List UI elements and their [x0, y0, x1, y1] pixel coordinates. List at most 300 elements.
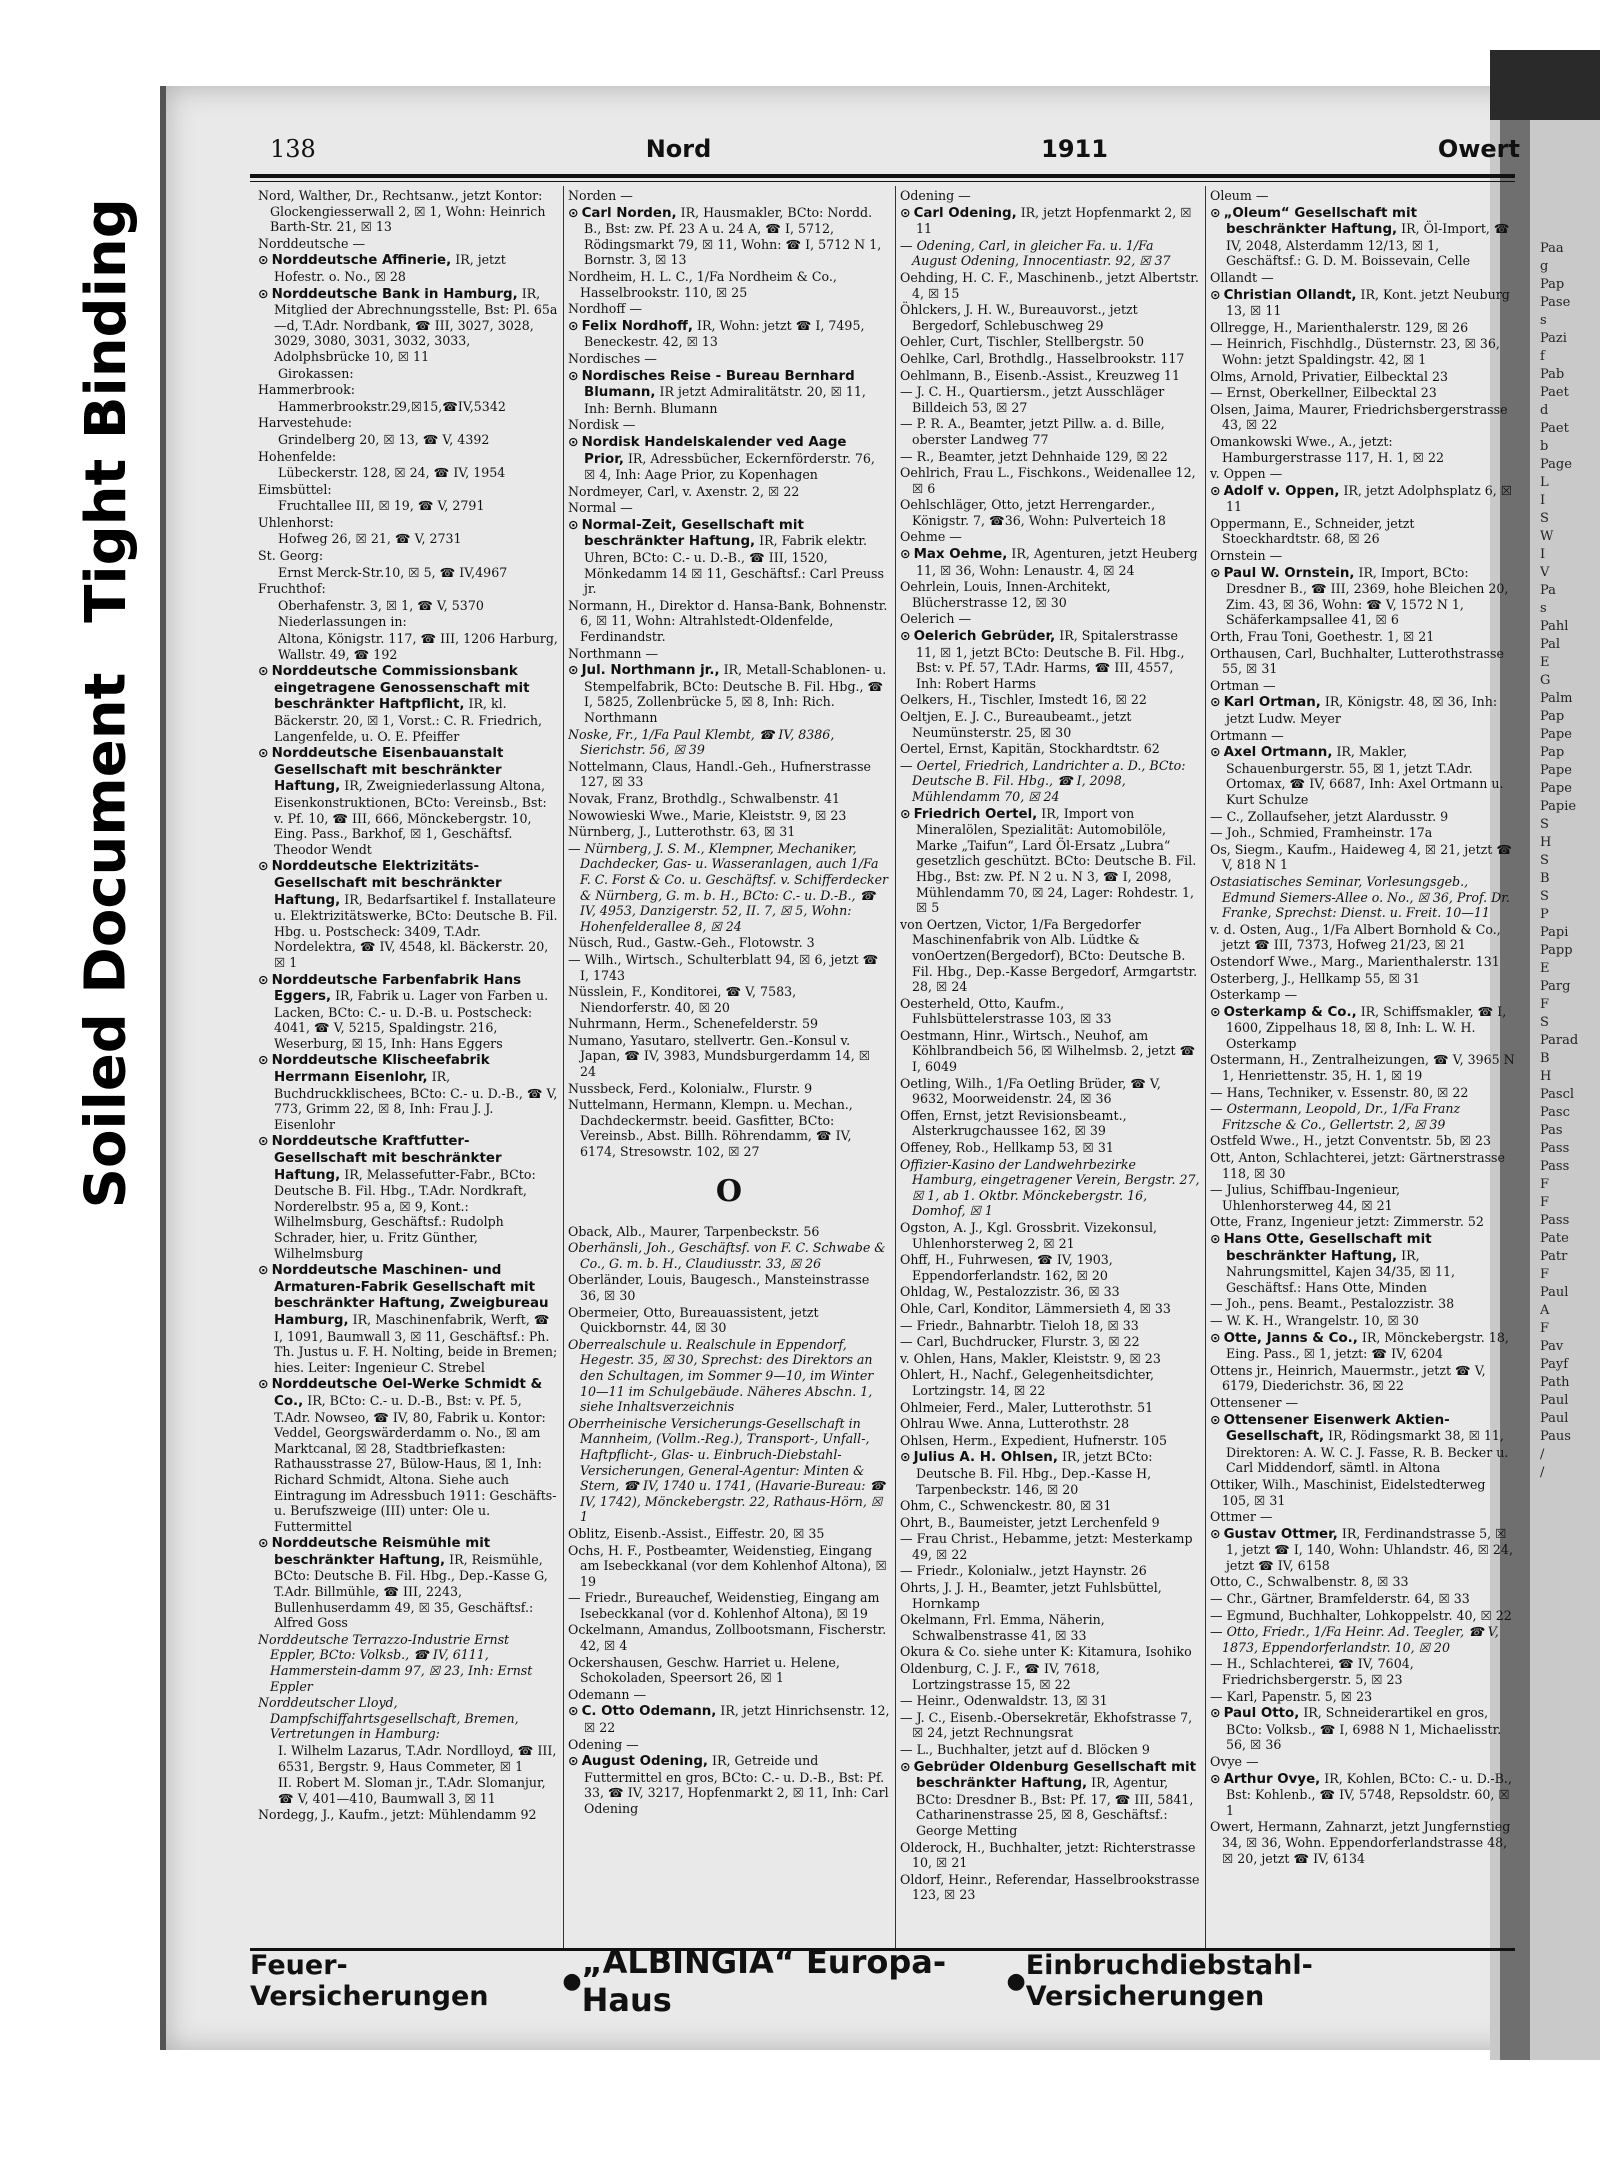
directory-entry: Ogston, A. J., Kgl. Grossbrit. Vizekonsul, Uhlenhorsterweg 2, ☒ 21 — [900, 1220, 1157, 1251]
directory-entry: Oetling, Wilh., 1/Fa Oetling Brüder, ☎ V, 9632, Moorweidenstr. 24, ☒ 36 — [900, 1075, 1161, 1107]
directory-entry: Noske, Fr., 1/Fa Paul Klembt, ☎ IV, 8386, Sierichstr. 56, ☒ 39 — [568, 726, 835, 758]
directory-entry: Oertel, Ernst, Kapitän, Stockhardtstr. 62 — [900, 741, 1160, 757]
directory-entry: Osterkamp — — [1210, 987, 1298, 1003]
firm-details: IR, Schiffsmakler, ☎ I, 1600, Zippelhaus 18, ☒ 8, Inh: L. W. H. Osterkamp — [1226, 1003, 1507, 1051]
firm-details: IR, Buchdruckklischees, BCto: C.- u. D.-B., ☎ V, 773, Grimm 22, ☒ 8, Inh: Frau J. J. Eisenlohr — [274, 1069, 558, 1132]
firm-name: Gustav Ottmer, — [1223, 1526, 1338, 1542]
firm-details: IR, Hausmakler, BCto: Nordd. B., Bst: zw. Pf. 23 A u. 24 A, ☎ I, 5712, Rödingsmarkt 79, ☒ 11, Wohn: ☎ I, 5712 N 1, Bornstr. 3, ☒ 13 — [584, 204, 882, 268]
bullet-icon: ⊙ — [900, 204, 911, 220]
directory-entry: Nottelmann, Claus, Handl.-Geh., Hufnerstrasse 127, ☒ 33 — [568, 758, 871, 790]
directory-entry: Okelmann, Frl. Emma, Näherin, Schwalbenstrasse 41, ☒ 33 — [900, 1612, 1105, 1643]
firm-details: IR, Zweigniederlassung Altona, Eisenkonstruktionen, BCto: Vereinsb., Bst: v. Pf. 10, ☎ III, 666, Mönckebergstr. 10, Eing. Pass., Barkhof, ☒ 1, Geschäftsf. Theodor Wendt — [274, 778, 547, 857]
directory-entry: Ollregge, H., Marienthalerstr. 129, ☒ 26 — [1210, 319, 1469, 335]
bullet-icon: ⊙ — [1210, 286, 1221, 302]
directory-entry: Hohenfelde: — [258, 448, 337, 464]
bullet-icon: ⊙ — [258, 1052, 269, 1068]
directory-entry: v. Oppen — — [1210, 466, 1283, 482]
firm-details: IR, Metall-Schablonen- u. Stempelfabrik, BCto: Deutsche B. Fil. Hbg., ☎ I, 5825, Zollenbrücke 5, ☒ 8, Inh: Rich. Northmann — [584, 662, 887, 725]
bullet-icon: ⊙ — [258, 971, 269, 987]
firm-details: IR, Melassefutter-Fabr., BCto: Deutsche B. Fil. Hbg., T.Adr. Nordkraft, Norderelbstr. 95 a, ☒ 9, Kont.: Wilhelmsburg, Geschäftsf.: Rudolph Schrader, hier, u. Fritz Günther, Wilhelmsburg — [274, 1166, 536, 1261]
bullet-icon: ⊙ — [1210, 1329, 1221, 1345]
directory-entry: Ohff, H., Fuhrwesen, ☎ IV, 1903, Eppendorferlandstr. 162, ☒ 20 — [900, 1252, 1113, 1283]
bullet-icon: ⊙ — [258, 1262, 269, 1278]
directory-entry: — Oertel, Friedrich, Landrichter a. D., BCto: Deutsche B. Fil. Hbg., ☎ I, 2098, Mühlendamm 70, ☒ 24 — [900, 757, 1186, 804]
directory-entry: Ostermann, H., Zentralheizungen, ☎ V, 3965 N 1, Henriettenstr. 35, H. 1, ☒ 19 — [1210, 1052, 1515, 1084]
directory-entry: Ollandt — — [1210, 269, 1274, 285]
firm-name: Paul Otto, — [1223, 1706, 1300, 1722]
firm-name: Norddeutsche Farbenfabrik Hans Eggers, — [271, 972, 522, 1005]
section-letter: O — [715, 1173, 743, 1209]
directory-entry: Ohlsen, Herm., Expedient, Hufnerstr. 105 — [900, 1432, 1167, 1448]
firm-name: Norddeutsche Reismühle mit beschränkter Haftung, — [271, 1536, 491, 1568]
directory-entry: Odemann — — [568, 1686, 647, 1702]
bullet-icon: ⊙ — [568, 367, 579, 383]
directory-entry: — Ostermann, Leopold, Dr., 1/Fa Franz Fritzsche & Co., Gellertstr. 2, ☒ 39 — [1210, 1101, 1461, 1132]
directory-entry: Oehlrich, Frau L., Fischkons., Weidenallee 12, ☒ 6 — [900, 465, 1196, 496]
firm-details: IR, jetzt Hinrichsenstr. 12, ☒ 22 — [584, 1703, 890, 1736]
directory-entry: Oelkers, H., Tischler, Imstedt 16, ☒ 22 — [900, 692, 1147, 708]
bullet-icon: ⊙ — [568, 516, 579, 532]
directory-entry: — Karl, Papenstr. 5, ☒ 23 — [1210, 1688, 1373, 1704]
directory-entry: Normann, H., Direktor d. Hansa-Bank, Bohnenstr. 6, ☒ 11, Wohn: Altrahlstedt-Oldenfelde, Ferdinandstr. — [568, 597, 888, 645]
directory-entry: Orthausen, Carl, Buchhalter, Lutterothstrasse 55, ☒ 31 — [1210, 645, 1504, 677]
firm-details: IR, jetzt Hopfenmarkt 2, ☒ 11 — [916, 204, 1192, 237]
directory-entry: Ohrt, B., Baumeister, jetzt Lerchenfeld 9 — [900, 1514, 1160, 1530]
directory-entry: Odening — — [568, 1736, 639, 1752]
firm-name: C. Otto Odemann, — [581, 1704, 717, 1720]
firm-entry — [1210, 1705, 1515, 1753]
directory-entry: Oehme — — [900, 529, 962, 545]
sub-entry: Niederlassungen in: — [278, 614, 407, 630]
bullet-icon: ⊙ — [900, 805, 911, 821]
directory-entry: Harvestehude: — [258, 415, 353, 431]
bullet-icon: ⊙ — [568, 433, 579, 449]
sub-entry: Girokassen: — [278, 365, 354, 381]
directory-entry: Nordmeyer, Carl, v. Axenstr. 2, ☒ 22 — [568, 483, 800, 499]
firm-details: IR, Maschinenfabrik, Werft, ☎ I, 1091, Baumwall 3, ☒ 11, Geschäftsf.: Ph. Th. Justus u. F. H. Nolting, beide in Bremen; hies. Leiter: Ingenieur C. Strebel — [274, 1311, 558, 1375]
firm-name: Karl Ortman, — [1223, 695, 1321, 711]
directory-entry: Oestmann, Hinr., Wirtsch., Neuhof, am Köhlbrandbeich 56, ☒ Wilhelmsb. 2, jetzt ☎ I, 6049 — [900, 1027, 1196, 1075]
directory-entry: Nord, Walther, Dr., Rechtsanw., jetzt Kontor: Glockengiesserwall 2, ☒ 1, Wohn: Heinrich Barth-Str. 21, ☒ 13 — [258, 188, 546, 235]
bullet-icon: ⊙ — [1210, 204, 1221, 220]
firm-entry — [1210, 1004, 1515, 1052]
firm-name: Gebrüder Oldenburg Gesellschaft mit beschränkter Haftung, — [913, 1759, 1197, 1792]
firm-entry — [568, 318, 890, 350]
sub-entry: Oberhafenstr. 3, ☒ 1, ☎ V, 5370 — [278, 597, 484, 613]
firm-details: IR, Agenturen, jetzt Heuberg 11, ☒ 36, Wohn: Lenaustr. 4, ☒ 24 — [916, 546, 1198, 578]
directory-entry: Ostfeld Wwe., H., jetzt Conventstr. 5b, ☒ 23 — [1210, 1133, 1491, 1149]
firm-details: IR, BCto: C.- u. D.-B., Bst: v. Pf. 5, T.Adr. Nowseo, ☎ IV, 80, Fabrik u. Kontor: Veddel, Georgswärderdamm o. No., ☒ am Marktcanal, ☒ 28, Stadtbriefkasten: Rathausstrasse 27, Bülow-Haus, ☒ 1, Inh: Richard Schmidt, Altona. Siehe auch Eintragung im Adressbuch 1911: Geschäfts- u. Berufszweige (III) unter: Ole u. Futtermittel — [274, 1392, 557, 1534]
bullet-icon: ⊙ — [568, 1753, 579, 1769]
bullet-icon: ⊙ — [568, 317, 579, 333]
directory-entry: St. Georg: — [258, 548, 324, 564]
directory-entry: Nordisches — — [568, 350, 657, 366]
firm-details: IR, Makler, Schauenburgerstr. 55, ☒ 1, jetzt T.Adr. Ortomax, ☎ IV, 6687, Inh: Axel Ortmann u. Kurt Schulze — [1226, 744, 1504, 807]
header-rule — [250, 174, 1515, 178]
firm-entry — [258, 1535, 558, 1631]
directory-entry: Norddeutsche — — [258, 235, 366, 251]
bullet-icon: ⊙ — [258, 1133, 269, 1149]
directory-entry: Uhlenhorst: — [258, 514, 334, 530]
directory-entry: — J. C. H., Quartiersm., jetzt Ausschläger Billdeich 53, ☒ 27 — [900, 384, 1165, 415]
soiled-document-label: Soiled Document — [73, 672, 139, 1208]
directory-entry: Norddeutsche Terrazzo-Industrie Ernst Eppler, BCto: Volksb., ☎ IV, 6111, Hammerstein-damm 97, ☒ 23, Inh: Ernst Eppler — [258, 1631, 533, 1694]
directory-entry: — Wilh., Wirtsch., Schulterblatt 94, ☒ 6, jetzt ☎ I, 1743 — [568, 951, 879, 983]
footer-burglary-insurance: Einbruchdiebstahl-Versicherungen — [1025, 1950, 1313, 2012]
firm-entry — [568, 434, 890, 483]
directory-entry: — H., Schlachterei, ☎ IV, 7604, Friedrichsbergerstr. 5, ☒ 23 — [1210, 1656, 1414, 1688]
directory-entry: Ochs, H. F., Postbeamter, Weidenstieg, Eingang am Isebeckkanal (vor dem Kohlenhof Altona), ☒ 19 — [568, 1542, 887, 1589]
directory-entry: Oldorf, Heinr., Referendar, Hasselbrookstrasse 123, ☒ 23 — [900, 1871, 1200, 1903]
directory-entry: Nordegg, J., Kaufm., jetzt: Mühlendamm 92 — [258, 1807, 537, 1823]
firm-details: IR, Wohn: jetzt ☎ I, 7495, Beneckestr. 42, ☒ 13 — [584, 317, 865, 350]
firm-entry — [1210, 1231, 1515, 1295]
directory-entry: Nussbeck, Ferd., Kolonialw., Flurstr. 9 — [568, 1080, 813, 1096]
firm-name: Julius A. H. Ohlsen, — [913, 1450, 1058, 1466]
directory-entry: Oehlmann, B., Eisenb.-Assist., Kreuzweg 11 — [900, 367, 1180, 383]
firm-entry — [1210, 565, 1515, 628]
firm-details: IR jetzt Admiralitätstr. 20, ☒ 11, Inh: Bernh. Blumann — [584, 384, 866, 416]
directory-entry: Offizier-Kasino der Landwehrbezirke Hamburg, eingetragener Verein, Bergstr. 27, ☒ 1, ab 1. Oktbr. Mönckebergstr. 16, Domhof, ☒ 1 — [900, 1156, 1200, 1219]
directory-entry: Novak, Franz, Brothdlg., Schwalbenstr. 41 — [568, 790, 840, 806]
directory-entry: Eimsbüttel: — [258, 481, 332, 497]
advertisement-footer — [250, 1943, 1515, 2019]
bullet-icon: ⊙ — [1210, 1411, 1221, 1427]
firm-entry — [258, 858, 558, 970]
bullet-icon: ⊙ — [258, 252, 269, 268]
directory-entry: — Nürnberg, J. S. M., Klempner, Mechaniker, Dachdecker, Gas- u. Wasseranlagen, auch 1/Fa F. C. Forst & Co. u. Geschäftsf. v. Schifferdecker & Nürnberg, G. m. b. H., BCto: C.- u. D.-B., ☎ IV, 4953, Danzigerstr. 52, II. 7, ☒ 5, Wohn: Hohenfelderallee 8, ☒ 24 — [568, 840, 889, 934]
directory-entry: Öhlckers, J. H. W., Bureauvorst., jetzt Bergedorf, Schlebuschweg 29 — [900, 302, 1138, 333]
directory-entry: Nordisk — — [568, 417, 636, 433]
directory-entry: Okura & Co. siehe unter K: Kitamura, Isohiko — [900, 1644, 1192, 1660]
sub-entry: Fruchtallee III, ☒ 19, ☎ V, 2791 — [278, 498, 485, 514]
directory-entry: Nüsch, Rud., Gastw.-Geh., Flotowstr. 3 — [568, 935, 815, 951]
bullet-icon: ⊙ — [1210, 744, 1221, 760]
directory-entry: Oblitz, Eisenb.-Assist., Eiffestr. 20, ☒ 35 — [568, 1525, 825, 1541]
firm-details: IR, Bedarfsartikel f. Installateure u. Elektrizitätswerke, BCto: Deutsche B. Fil. Hbg. u. Postscheck: 3409, T.Adr. Nordelektra, ☎ IV, 4548, kl. Bäckerstr. 20, ☒ 1 — [274, 891, 558, 970]
directory-entry: Oberländer, Louis, Baugesch., Mansteinstrasse 36, ☒ 30 — [568, 1272, 870, 1303]
firm-details: IR, jetzt Hofestr. o. No., ☒ 28 — [274, 252, 506, 284]
directory-entry: Otte, Franz, Ingenieur jetzt: Zimmerstr. 52 — [1210, 1214, 1484, 1230]
directory-entry: — Joh., Schmied, Framheinstr. 17a — [1210, 825, 1433, 841]
firm-name: Norddeutsche Elektrizitäts-Gesellschaft mit beschränkter Haftung, — [271, 859, 502, 908]
firm-entry — [900, 205, 1200, 237]
firm-name: Adolf v. Oppen, — [1223, 483, 1340, 499]
directory-entry: Ohm, C., Schwenckestr. 80, ☒ 31 — [900, 1498, 1112, 1514]
firm-details: IR, Mitglied der Abrechnungsstelle, Bst: Pl. 65a—d, T.Adr. Nordbank, ☎ III, 3027, 3028, 3029, 3080, 3031, 3032, 3033, Adolphsbrücke 10, ☒ 11 — [274, 285, 558, 364]
directory-entry: Nowowieski Wwe., Marie, Kleiststr. 9, ☒ 23 — [568, 807, 847, 823]
bullet-icon: ⊙ — [900, 628, 911, 644]
firm-entry — [568, 662, 890, 725]
directory-entry: — R., Beamter, jetzt Dehnhaide 129, ☒ 22 — [900, 448, 1168, 464]
directory-entry: Ohrts, J. J. H., Beamter, jetzt Fuhlsbüttel, Hornkamp — [900, 1580, 1162, 1611]
directory-entry: — Friedr., Kolonialw., jetzt Haynstr. 26 — [900, 1563, 1147, 1579]
sub-entry: Hammerbrookstr.29,☒15,☎IV,5342 — [278, 398, 506, 414]
directory-entry: Ostendorf Wwe., Marg., Marienthalerstr. 131 — [1210, 953, 1500, 969]
directory-entry: Oppermann, E., Schneider, jetzt Stoeckhardtstr. 68, ☒ 26 — [1210, 515, 1415, 547]
directory-entry: Omankowski Wwe., A., jetzt: Hamburgerstrasse 117, H. 1, ☒ 22 — [1210, 433, 1444, 465]
firm-name: Osterkamp & Co., — [1223, 1004, 1357, 1020]
firm-name: Norddeutsche Commissionsbank eingetragene Genossenschaft mit beschränkter Haftpflicht, — [271, 664, 530, 713]
directory-entry: Nürnberg, J., Lutterothstr. 63, ☒ 31 — [568, 824, 796, 840]
firm-name: Christian Ollandt, — [1223, 287, 1357, 303]
directory-entry: Ohlmeier, Ferd., Maler, Lutterothstr. 51 — [900, 1399, 1154, 1415]
directory-entry: Nordhoff — — [568, 301, 642, 317]
bullet-icon: ⊙ — [258, 1376, 269, 1392]
firm-name: Hans Otte, Gesellschaft mit beschränkter Haftung, — [1223, 1232, 1432, 1264]
firm-entry — [258, 663, 558, 744]
directory-column-2 — [568, 188, 890, 1946]
directory-entry: Oberhänsli, Joh., Geschäftsf. von F. C. Schwabe & Co., G. m. b. H., Claudiusstr. 33, ☒ 26 — [568, 1240, 886, 1271]
directory-entry: Offeney, Rob., Hellkamp 53, ☒ 31 — [900, 1140, 1114, 1156]
directory-entry: Oberrealschule u. Realschule in Eppendorf, Hegestr. 35, ☒ 30, Sprechst: des Direktors an den Schultagen, im Sommer 9—10, im Winter 10—11 im Schulgebäude. Näheres Abschn. 1, siehe Inhaltsverzeichnis — [568, 1336, 874, 1415]
directory-entry: Oehler, Curt, Tischler, Stellbergstr. 50 — [900, 334, 1145, 350]
footer-albingia: „ALBINGIA“ Europa-Haus — [581, 1943, 947, 2019]
firm-entry — [900, 546, 1200, 578]
directory-entry: — P. R. A., Beamter, jetzt Pillw. a. d. Bille, oberster Landweg 77 — [900, 416, 1165, 447]
firm-name: Norddeutsche Kraftfutter-Gesellschaft mit beschränkter Haftung, — [271, 1134, 502, 1183]
firm-entry — [568, 517, 890, 597]
directory-entry: Ostasiatisches Seminar, Vorlesungsgeb., Edmund Siemers-Allee o. No., ☒ 36, Prof. Dr. Franke, Sprechst: Dienst. u. Freit. 10—11 — [1210, 873, 1510, 921]
firm-entry — [1210, 205, 1515, 269]
directory-entry: Oehrlein, Louis, Innen-Architekt, Blücherstrasse 12, ☒ 30 — [900, 579, 1111, 610]
facing-page-text: Paa g Pap Pase s Pazi f Pab Paet d Paet b Page L I S W I V Pa s Pahl Pal E G Palm Pap Pape Pap Pape Pape Papie S H S B S P Papi Papp E Parg F S Parad B H Pascl Pasc Pas Pass Pass F F Pass Pate Patr F Paul A F Pav Payf Path Paul Paul Paus / / — [1540, 241, 1579, 1480]
page-header — [270, 135, 1520, 169]
firm-details: IR, Import von Mineralölen, Spezialität: Automobilöle, Marke „Taifun“, Lard Öl-Ersatz „Lubra“ gesetzlich geschützt. BCto: Deutsche B. Fil. Hbg., Bst: zw. Pf. N 2 u. N 3, ☎ I, 2098, Mühlendamm 70, ☒ 24, Lager: Rohdestr. 1, ☒ 5 — [916, 805, 1197, 916]
bullet-icon: ⊙ — [258, 745, 269, 761]
column-divider — [1205, 186, 1206, 1948]
directory-entry: Nuhrmann, Herm., Schenefelderstr. 59 — [568, 1016, 819, 1032]
directory-entry: Ott, Anton, Schlachterei, jetzt: Gärtnerstrasse 118, ☒ 30 — [1210, 1150, 1505, 1181]
directory-entry: Oehding, H. C. F., Maschinenb., jetzt Albertstr. 4, ☒ 15 — [900, 269, 1199, 301]
directory-entry: — Joh., pens. Beamt., Pestalozzistr. 38 — [1210, 1296, 1455, 1312]
bullet-icon: ⊙ — [258, 663, 269, 679]
firm-details: IR, Öl-Import, ☎ IV, 2048, Alsterdamm 12/13, ☒ 1, Geschäftsf.: G. D. M. Boissevain, Celle — [1226, 221, 1510, 269]
firm-entry — [1210, 744, 1515, 807]
firm-name: Otte, Janns & Co., — [1223, 1330, 1358, 1346]
directory-entry: — J. C., Eisenb.-Obersekretär, Ekhofstrasse 7, ☒ 24, jetzt Rechnungsrat — [900, 1709, 1193, 1741]
firm-entry — [258, 1052, 558, 1132]
directory-entry: — Friedr., Bahnarbtr. Tieloh 18, ☒ 33 — [900, 1317, 1139, 1333]
firm-name: Norddeutsche Bank in Hamburg, — [271, 286, 518, 302]
firm-details: IR, Nahrungsmittel, Kajen 34/35, ☒ 11, Geschäftsf.: Hans Otte, Minden — [1226, 1247, 1455, 1295]
bullet-icon: ⊙ — [258, 858, 269, 874]
firm-entry — [1210, 1330, 1515, 1362]
directory-entry: Ohldag, W., Pestalozzistr. 36, ☒ 33 — [900, 1284, 1120, 1300]
directory-entry: — Odening, Carl, in gleicher Fa. u. 1/Fa August Odening, Innocentiastr. 92, ☒ 37 — [900, 237, 1171, 269]
firm-name: Jul. Northmann jr., — [581, 663, 720, 679]
bullet-icon: ⊙ — [1210, 1525, 1221, 1541]
firm-entry — [900, 806, 1200, 916]
firm-details: IR, Agentur, BCto: Dresdner B., Bst: Pf. 17, ☎ III, 5841, Catharinenstrasse 25, ☒ 8, Geschäftsf.: George Metting — [916, 1775, 1194, 1838]
firm-details: IR, jetzt BCto: Deutsche B. Fil. Hbg., Dep.-Kasse H, Tarpenbeckstr. 146, ☒ 20 — [916, 1449, 1153, 1497]
directory-entry: Norddeutscher Lloyd, Dampfschiffahrtsgesellschaft, Bremen, Vertretungen in Hamburg: — [258, 1695, 519, 1742]
firm-details: IR, Ferdinandstrasse 5, ☒ 1, jetzt ☎ I, 140, Wohn: Uhlandstr. 46, ☒ 24, jetzt ☎ IV, 6158 — [1226, 1525, 1513, 1573]
directory-entry: Hammerbrook: — [258, 382, 355, 398]
page-number: 138 — [270, 135, 316, 163]
directory-entry: von Oertzen, Victor, 1/Fa Bergedorfer Maschinenfabrik von Alb. Lüdtke & vonOertzen(Bergedorf), BCto: Deutsche B. Fil. Hbg., Dep.-Kasse Bergedorf, Armgartstr. 28, ☒ 24 — [900, 916, 1198, 995]
firm-entry — [568, 1703, 890, 1735]
firm-name: Norddeutsche Klischeefabrik Herrmann Eisenlohr, — [271, 1053, 490, 1086]
directory-entry: — Ernst, Oberkellner, Eilbecktal 23 — [1210, 385, 1437, 401]
bullet-icon: ⊙ — [900, 1449, 911, 1465]
firm-details: IR, Reismühle, BCto: Deutsche B. Fil. Hbg., Dep.-Kasse G, T.Adr. Billmühle, ☎ III, 2243, Bullenhuserdamm 49, ☒ 35, Geschäftsf.: Alfred Goss — [274, 1551, 548, 1631]
bullet-icon: ● — [562, 1968, 582, 1994]
firm-name: Arthur Ovye, — [1223, 1771, 1321, 1787]
firm-name: Carl Norden, — [581, 205, 677, 221]
directory-column-4 — [1210, 188, 1515, 1946]
directory-entry: Nordheim, H. L. C., 1/Fa Nordheim & Co., Hasselbrookstr. 110, ☒ 25 — [568, 268, 837, 300]
directory-entry: Numano, Yasutaro, stellvertr. Gen.-Konsul v. Japan, ☎ IV, 3983, Mundsburgerdamm 14, ☒ 24 — [568, 1032, 871, 1080]
firm-entry — [568, 205, 890, 268]
directory-entry: Norden — — [568, 188, 633, 203]
firm-name: Oelerich Gebrüder, — [913, 629, 1056, 645]
firm-name: Carl Odening, — [913, 205, 1017, 221]
firm-entry — [1210, 694, 1515, 726]
directory-entry: Olderock, H., Buchhalter, jetzt: Richterstrasse 10, ☒ 21 — [900, 1839, 1196, 1871]
firm-name: Norddeutsche Oel-Werke Schmidt & Co., — [271, 1377, 543, 1409]
firm-name: Norddeutsche Maschinen- und Armaturen-Fabrik Gesellschaft mit beschränkter Haftung, Zweigbureau Hamburg, — [271, 1263, 549, 1328]
directory-entry: — Frau Christ., Hebamme, jetzt: Mesterkamp 49, ☒ 22 — [900, 1531, 1193, 1562]
firm-details: IR, Schneiderartikel en gros, BCto: Volksb., ☎ I, 6988 N 1, Michaelisstr. 56, ☒ 36 — [1226, 1705, 1502, 1753]
bullet-icon: ⊙ — [1210, 482, 1221, 498]
firm-entry — [1210, 483, 1515, 515]
directory-entry: Osterberg, J., Hellkamp 55, ☒ 31 — [1210, 970, 1420, 986]
firm-name: Nordisches Reise - Bureau Bernhard Blumann, — [581, 368, 855, 401]
firm-details: IR, Getreide und Futtermittel en gros, BCto: C.- u. D.-B., Bst: Pf. 33, ☎ IV, 3217, Hopfenmarkt 2, ☒ 11, Inh: Carl Odening — [584, 1753, 889, 1816]
header-first-word: Nord — [645, 135, 712, 163]
firm-details: IR, Import, BCto: Dresdner B., ☎ III, 2369, hohe Bleichen 20, Zim. 43, ☒ 36, Wohn: ☎ V, 1572 N 1, Schäferkampsallee 41, ☒ 6 — [1226, 564, 1509, 628]
column-divider — [563, 186, 564, 1948]
directory-column-1 — [258, 188, 558, 1946]
directory-entry: Oberrheinische Versicherungs-Gesellschaft in Mannheim, (Vollm.-Reg.), Transport-, Unfall-, Haftpflicht-, Glas- u. Einbruch-Diebstahl-Versicherungen, General-Agentur: Minten & Stern, ☎ IV, 1740 u. 1741, (Havarie-Bureau: ☎ IV, 1742), Mönckebergstr. 22, Rathaus-Hörn, ☒ 1 — [568, 1415, 886, 1525]
header-last-word: Owert — [1437, 135, 1520, 163]
sub-entry: Lübeckerstr. 128, ☒ 24, ☎ IV, 1954 — [278, 465, 506, 481]
directory-entry: Normal — — [568, 500, 633, 516]
firm-details: IR, Kohlen, BCto: C.- u. D.-B., Bst: Kohlenb., ☎ IV, 5748, Repsoldstr. 60, ☒ 1 — [1226, 1770, 1512, 1818]
firm-details: IR, Königstr. 48, ☒ 36, Inh: jetzt Ludw. Meyer — [1226, 694, 1498, 726]
directory-entry: Northmann — — [568, 645, 659, 661]
bullet-icon: ⊙ — [1210, 694, 1221, 710]
directory-entry: Nuttelmann, Hermann, Klempn. u. Mechan., Dachdeckermstr. beeid. Gasfitter, BCto: Vereinsb., Abst. Billh. Röhrendamm, ☎ IV, 6174, Stresowstr. 102, ☒ 27 — [568, 1097, 853, 1160]
directory-entry: Ovye — — [1210, 1754, 1259, 1769]
firm-entry — [900, 1759, 1200, 1839]
directory-entry: Olms, Arnold, Privatier, Eilbecktal 23 — [1210, 368, 1449, 384]
directory-entry: — Egmund, Buchhalter, Lohkoppelstr. 40, ☒ 22 — [1210, 1607, 1512, 1623]
directory-entry: v. Ohlen, Hans, Makler, Kleiststr. 9, ☒ 23 — [900, 1350, 1161, 1366]
directory-entry: — Carl, Buchdrucker, Flurstr. 3, ☒ 22 — [900, 1334, 1140, 1350]
directory-entry: Ottens jr., Heinrich, Mauermstr., jetzt ☎ V, 6179, Diederichstr. 36, ☒ 22 — [1210, 1362, 1486, 1394]
firm-name: Nordisk Handelskalender ved Aage Prior, — [581, 434, 847, 467]
sub-entry: I. Wilhelm Lazarus, T.Adr. Nordlloyd, ☎ III, 6531, Bergstr. 9, Haus Commeter, ☒ 1 — [278, 1743, 557, 1774]
directory-entry: Ottmer — — [1210, 1509, 1273, 1525]
column-divider — [895, 186, 896, 1948]
firm-name: Axel Ortmann, — [1223, 745, 1333, 761]
directory-entry: Oback, Alb., Maurer, Tarpenbeckstr. 56 — [568, 1223, 820, 1239]
directory-entry: Ockelmann, Amandus, Zollbootsmann, Fischerstr. 42, ☒ 4 — [568, 1622, 887, 1654]
directory-entry: — Hans, Techniker, v. Essenstr. 80, ☒ 22 — [1210, 1084, 1469, 1100]
firm-details: IR, Fabrik u. Lager von Farben u. Lacken, BCto: C.- u. D.-B. u. Postscheck: 4041, ☎ V, 5215, Spaldingstr. 216, Weserburg, ☒ 15, Inh: Hans Eggers — [274, 988, 549, 1051]
directory-entry: Nüsslein, F., Konditorei, ☎ V, 7583, Niendorferstr. 40, ☒ 20 — [568, 984, 797, 1015]
directory-entry: Otto, C., Schwalbenstr. 8, ☒ 33 — [1210, 1574, 1409, 1590]
directory-entry: Orth, Frau Toni, Goethestr. 1, ☒ 21 — [1210, 629, 1435, 645]
directory-entry: Oelerich — — [900, 611, 972, 627]
bullet-icon: ⊙ — [1210, 1770, 1221, 1786]
directory-entry: Ornstein — — [1210, 548, 1283, 564]
firm-details: IR, Kont. jetzt Neuburg 13, ☒ 11 — [1226, 286, 1510, 319]
directory-entry: — Chr., Gärtner, Bramfelderstr. 64, ☒ 33 — [1210, 1591, 1470, 1607]
firm-entry — [258, 286, 558, 365]
firm-details: IR, Rödingsmarkt 38, ☒ 11, Direktoren: A. W. C. J. Fasse, R. B. Becker u. Carl Middendorf, sämtl. in Altona — [1226, 1428, 1509, 1476]
directory-entry: Ohlrau Wwe. Anna, Lutterothstr. 28 — [900, 1416, 1130, 1432]
firm-name: Normal-Zeit, Gesellschaft mit beschränkter Haftung, — [581, 517, 804, 550]
bullet-icon: ● — [1006, 1968, 1026, 1994]
firm-name: Norddeutsche Eisenbauanstalt Gesellschaft mit beschränkter Haftung, — [271, 746, 504, 795]
firm-entry — [900, 1449, 1200, 1497]
directory-entry: Ortmann — — [1210, 727, 1284, 743]
firm-entry — [1210, 1526, 1515, 1574]
firm-entry — [1210, 1771, 1515, 1819]
directory-entry: — Julius, Schiffbau-Ingenieur, Uhlenhorsterweg 44, ☒ 21 — [1210, 1182, 1401, 1213]
firm-name: Paul W. Ornstein, — [1223, 565, 1355, 581]
bullet-icon: ⊙ — [1210, 1705, 1221, 1721]
directory-entry: Ockershausen, Geschw. Harriet u. Helene, Schokoladen, Speersort 26, ☒ 1 — [568, 1654, 840, 1686]
sub-entry: Hofweg 26, ☒ 21, ☎ V, 2731 — [278, 531, 462, 547]
directory-entry: Olsen, Jaima, Maurer, Friedrichsbergerstrasse 43, ☒ 22 — [1210, 401, 1508, 433]
binding-top-shadow — [1490, 50, 1600, 120]
directory-entry: Os, Siegm., Kaufm., Haideweg 4, ☒ 21, jetzt ☎ V, 818 N 1 — [1210, 841, 1513, 873]
firm-name: Felix Nordhoff, — [581, 318, 693, 334]
directory-entry: — L., Buchhalter, jetzt auf d. Blöcken 9 — [900, 1742, 1150, 1757]
bullet-icon: ⊙ — [568, 1703, 579, 1719]
directory-entry: Oehlke, Carl, Brothdlg., Hasselbrookstr. 117 — [900, 350, 1185, 366]
footer-fire-insurance: Feuer-Versicherungen — [250, 1950, 489, 2012]
directory-entry: v. d. Osten, Aug., 1/Fa Albert Bornhold & Co., jetzt ☎ III, 7373, Hofweg 21/23, ☒ 21 — [1210, 921, 1501, 953]
directory-entry: Oeltjen, E. J. C., Bureaubeamt., jetzt Neumünsterstr. 25, ☒ 30 — [900, 709, 1132, 740]
directory-entry: — C., Zollaufseher, jetzt Alardusstr. 9 — [1210, 808, 1449, 824]
firm-name: Ottensener Eisenwerk Aktien-Gesellschaft, — [1223, 1412, 1450, 1445]
sub-entry: Altona, Königstr. 117, ☎ III, 1206 Harburg, Wallstr. 49, ☎ 192 — [278, 631, 558, 662]
directory-entry: — Heinr., Odenwaldstr. 13, ☒ 31 — [900, 1693, 1108, 1709]
directory-entry: Ortman — — [1210, 677, 1276, 693]
directory-entry: — Heinrich, Fischhdlg., Düsternstr. 23, ☒ 36, Wohn: jetzt Spaldingstr. 42, ☒ 1 — [1210, 336, 1500, 367]
bullet-icon: ⊙ — [568, 662, 579, 678]
firm-name: Max Oehme, — [913, 547, 1008, 563]
firm-details: IR, Adressbücher, Eckernförderstr. 76, ☒ 4, Inh: Aage Prior, zu Kopenhagen — [584, 450, 875, 483]
directory-entry: Oehlschläger, Otto, jetzt Herrengarder., Königstr. 7, ☎36, Wohn: Pulverteich 18 — [900, 497, 1166, 528]
firm-entry — [900, 628, 1200, 691]
firm-details: IR, Fabrik elektr. Uhren, BCto: C.- u. D.-B., ☎ III, 1520, Mönkedamm 14 ☒ 11, Geschäftsf.: Carl Preuss jr. — [584, 533, 884, 597]
firm-entry — [258, 972, 558, 1052]
header-year: 1911 — [1041, 135, 1108, 163]
directory-entry: Ottiker, Wilh., Maschinist, Eidelstedterweg 105, ☒ 31 — [1210, 1476, 1486, 1508]
directory-entry: Fruchthof: — [258, 581, 326, 597]
firm-entry — [258, 1133, 558, 1261]
sub-entry: Ernst Merck-Str.10, ☒ 5, ☎ IV,4967 — [278, 564, 508, 580]
firm-name: „Oleum“ Gesellschaft mit beschränkter Haftung, — [1223, 205, 1417, 238]
directory-entry: — W. K. H., Wrangelstr. 10, ☒ 30 — [1210, 1312, 1419, 1328]
firm-details: IR, Spitalerstrasse 11, ☒ 1, jetzt BCto: Deutsche B. Fil. Hbg., Bst: v. Pf. 57, T.Adr. Harms, ☎ III, 4557, Inh: Robert Harms — [916, 628, 1185, 691]
tight-binding-label: Tight Binding — [73, 197, 139, 623]
firm-entry — [1210, 287, 1515, 319]
firm-name: Norddeutsche Affinerie, — [271, 253, 452, 269]
directory-entry: Oleum — — [1210, 188, 1269, 203]
directory-entry: Offen, Ernst, jetzt Revisionsbeamt., Alsterkrugchaussee 162, ☒ 39 — [900, 1107, 1127, 1139]
firm-entry — [258, 1376, 558, 1534]
bullet-icon: ⊙ — [900, 1758, 911, 1774]
firm-entry — [258, 252, 558, 284]
firm-entry — [258, 1262, 558, 1375]
